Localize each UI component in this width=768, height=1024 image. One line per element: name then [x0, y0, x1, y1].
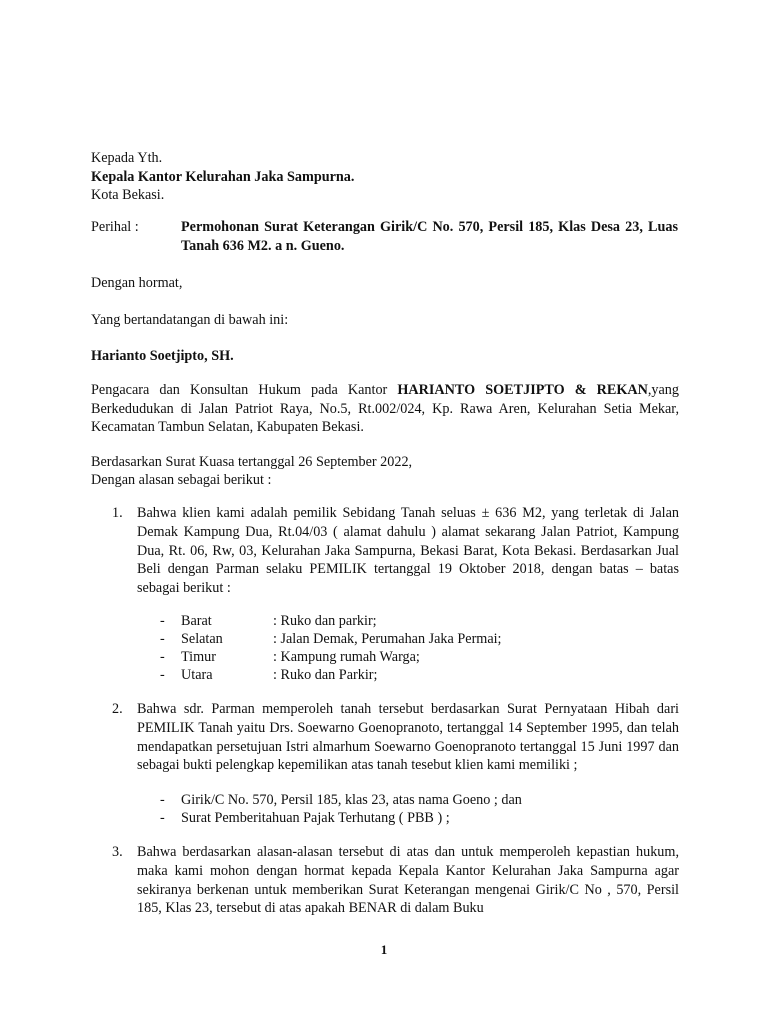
subject-text: Permohonan Surat Keterangan Girik/C No. 570, Persil 185, Klas Desa 23, Luas Tanah 636 M2. a n. Gueno. — [181, 219, 678, 254]
boundary-dash: - — [160, 649, 165, 665]
signatory-intro: Yang bertandatangan di bawah ini: — [91, 312, 289, 328]
list-item-text: Bahwa klien kami adalah pemilik Sebidang Tanah seluas ± 636 M2, yang terletak di Jalan Demak Kampung Dua, Rt.04/03 ( alamat dahulu ) alamat sekarang Jalan Patriot, Kampung Dua, Rt. 06, Rw, 03, Kelurahan Jaka Sampurna, Bekasi Barat, Kota Bekasi. Berdasarkan Jual Beli dengan Parman selaku PEMILIK tertanggal 19 Oktober 2018, dengan batas – batas sebagai berikut : — [137, 505, 679, 597]
profession-text-after: ,yang Berkedudukan di Jalan Patriot Raya, No.5, Rt.002/024, Kp. Rawa Aren, Kelurahan Setia Mekar, Kecamatan Tambun Selatan, Kabupaten Bekasi. — [91, 382, 679, 435]
list-item-number: 2. — [112, 701, 123, 717]
evidence-dash: - — [160, 792, 165, 808]
boundary-direction: Utara — [181, 667, 213, 683]
boundary-direction: Barat — [181, 613, 212, 629]
recipient-line-2: Kepala Kantor Kelurahan Jaka Sampurna. — [91, 169, 355, 185]
boundary-dash: - — [160, 631, 165, 647]
list-item-number: 3. — [112, 844, 123, 860]
boundary-description: : Kampung rumah Warga; — [273, 649, 420, 665]
basis-line-2: Dengan alasan sebagai berikut : — [91, 472, 272, 488]
evidence-item: Girik/C No. 570, Persil 185, klas 23, atas nama Goeno ; dan — [181, 792, 522, 808]
recipient-line-3: Kota Bekasi. — [91, 187, 165, 203]
evidence-dash: - — [160, 810, 165, 826]
profession-paragraph — [91, 381, 679, 437]
list-item-text: Bahwa berdasarkan alasan-alasan tersebut di atas dan untuk memperoleh kepastian hukum, maka kami mohon dengan hormat kepada Kepala Kantor Kelurahan Jaka Sampurna agar sekiranya berkenan untuk memberikan Surat Keterangan mengenai Girik/C No , 570, Persil 185, Klas 23, tersebut di atas apakah BENAR di dalam Buku — [137, 844, 679, 917]
boundary-dash: - — [160, 613, 165, 629]
basis-line-1: Berdasarkan Surat Kuasa tertanggal 26 September 2022, — [91, 454, 413, 470]
boundary-direction: Selatan — [181, 631, 223, 647]
boundary-direction: Timur — [181, 649, 216, 665]
subject-label: Perihal : — [91, 219, 139, 235]
recipient-line-1: Kepada Yth. — [91, 150, 163, 166]
boundary-dash: - — [160, 667, 165, 683]
boundary-description: : Ruko dan parkir; — [273, 613, 377, 629]
profession-text-before: Pengacara dan Konsultan Hukum pada Kantor — [91, 382, 398, 398]
evidence-item: Surat Pemberitahuan Pajak Terhutang ( PBB ) ; — [181, 810, 450, 826]
greeting: Dengan hormat, — [91, 275, 183, 291]
boundary-description: : Ruko dan Parkir; — [273, 667, 378, 683]
boundary-description: : Jalan Demak, Perumahan Jaka Permai; — [273, 631, 502, 647]
firm-name: HARIANTO SOETJIPTO & REKAN — [397, 382, 648, 398]
list-item-text: Bahwa sdr. Parman memperoleh tanah tersebut berdasarkan Surat Pernyataan Hibah dari PEMILIK Tanah yaitu Drs. Soewarno Goenopranoto, tertanggal 14 September 1995, dan telah mendapatkan persetujuan Istri almarhum Soewarno Goenopranoto tertanggal 15 Juni 1997 dan sebagai bukti pelengkap kepemilikan atas tanah tesebut klien kami memiliki ; — [137, 701, 679, 774]
list-item-number: 1. — [112, 505, 123, 521]
signatory-name: Harianto Soetjipto, SH. — [91, 348, 234, 364]
page-number: 1 — [380, 942, 388, 957]
